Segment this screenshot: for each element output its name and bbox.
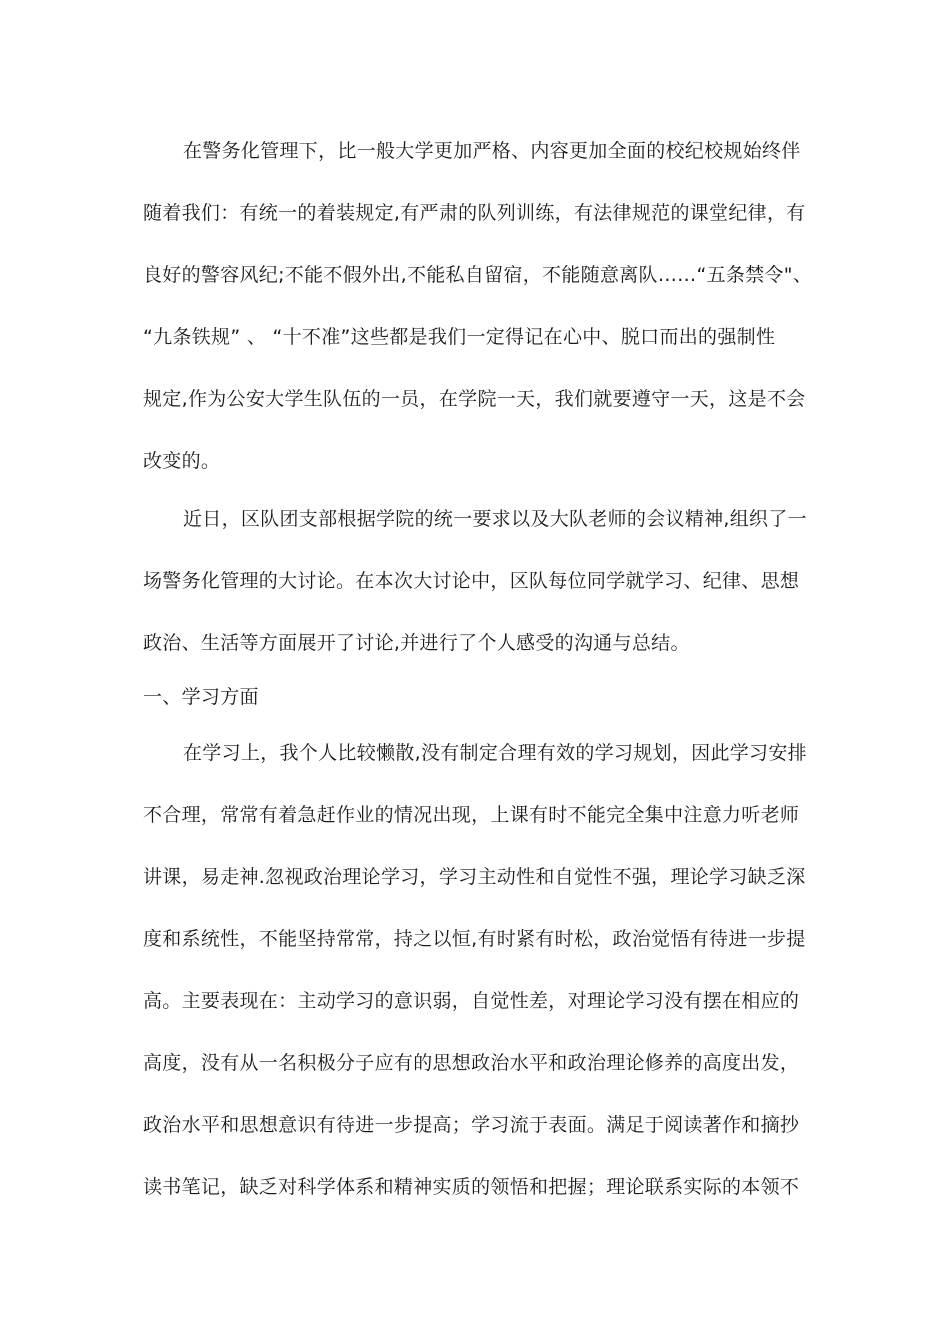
- paragraph-1-line-1: 在警务化管理下，比一般大学更加严格、内容更加全面的校纪校规始终伴: [183, 140, 801, 162]
- paragraph-3-line-3: 讲课，易走神.忽视政治理论学习，学习主动性和自觉性不强，理论学习缺乏深: [143, 866, 806, 888]
- paragraph-2-line-2: 场警务化管理的大讨论。在本次大讨论中，区队每位同学就学习、纪律、思想: [143, 570, 800, 592]
- paragraph-1-line-3: 良好的警容风纪;不能不假外出,不能私自留宿，不能随意离队……“五条禁令"、: [143, 264, 813, 286]
- paragraph-1-line-6: 改变的。: [143, 450, 221, 472]
- paragraph-3-line-5: 高。主要表现在：主动学习的意识弱，自觉性差，对理论学习没有摆在相应的: [143, 990, 800, 1012]
- paragraph-2-line-1: 近日，区队团支部根据学院的统一要求以及大队老师的会议精神,组织了一: [183, 508, 807, 530]
- paragraph-3-line-8: 读书笔记，缺乏对科学体系和精神实质的领悟和把握；理论联系实际的本领不: [143, 1176, 800, 1198]
- paragraph-1-line-4: “九条铁规” 、 “十不准”这些都是我们一定得记在心中、脱口而出的强制性: [143, 326, 776, 348]
- paragraph-3-line-2: 不合理，常常有着急赶作业的情况出现，上课有时不能完全集中注意力听老师: [143, 804, 800, 826]
- paragraph-3-line-4: 度和系统性，不能坚持常常，持之以恒,有时紧有时松，政治觉悟有待进一步提: [143, 928, 806, 950]
- paragraph-3-line-6: 高度，没有从一名积极分子应有的思想政治水平和政治理论修养的高度出发，: [143, 1052, 800, 1074]
- section-heading-study: 一、学习方面: [143, 686, 259, 708]
- paragraph-3-line-7: 政治水平和思想意识有待进一步提高；学习流于表面。满足于阅读著作和摘抄: [143, 1114, 800, 1136]
- paragraph-2-line-3: 政治、生活等方面展开了讨论,并进行了个人感受的沟通与总结。: [143, 632, 690, 654]
- paragraph-1-line-2: 随着我们：有统一的着装规定,有严肃的队列训练，有法律规范的课堂纪律，有: [143, 202, 806, 224]
- paragraph-3-line-1: 在学习上，我个人比较懒散,没有制定合理有效的学习规划，因此学习安排: [183, 742, 807, 764]
- paragraph-1-line-5: 规定,作为公安大学生队伍的一员，在学院一天，我们就要遵守一天，这是不会: [143, 388, 806, 410]
